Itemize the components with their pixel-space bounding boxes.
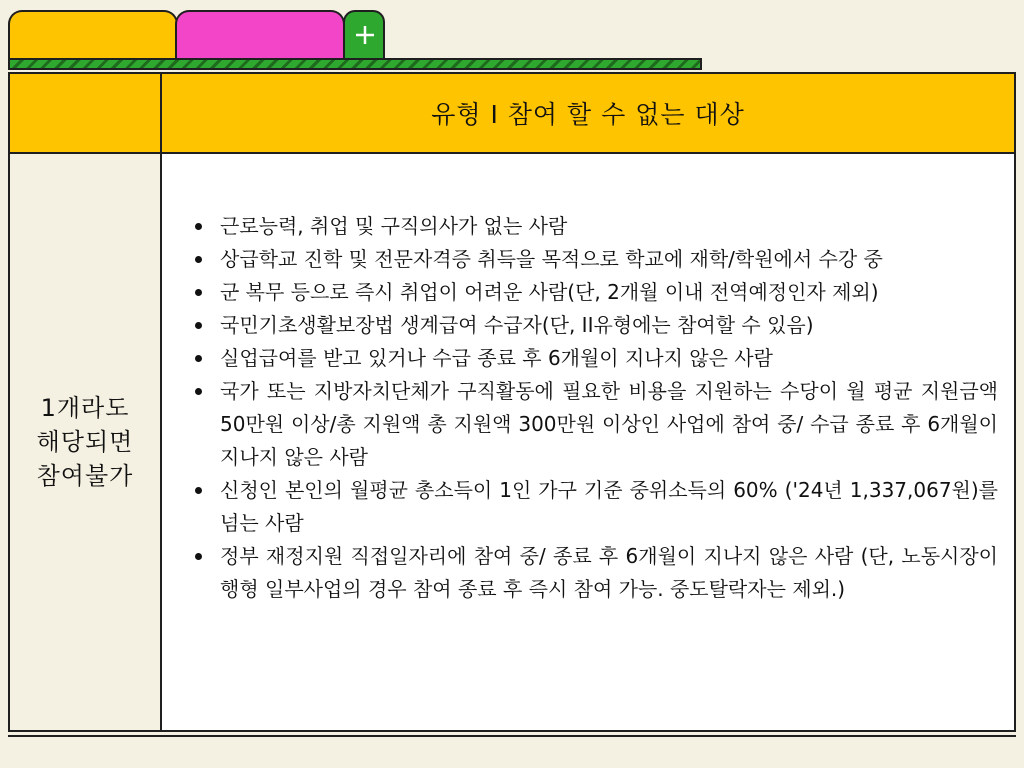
list-item: 근로능력, 취업 및 구직의사가 없는 사람 (220, 210, 998, 243)
criteria-table (8, 72, 1016, 732)
list-item: 군 복무 등으로 즉시 취업이 어려운 사람(단, 2개월 이내 전역예정인자 제외) (220, 276, 998, 309)
content-cell (162, 154, 1014, 730)
list-item: 상급학교 진학 및 전문자격증 취득을 목적으로 학교에 재학/학원에서 수강 중 (220, 243, 998, 276)
add-tab-button[interactable] (343, 10, 385, 60)
plus-icon (353, 23, 377, 47)
list-item: 국민기초생활보장법 생계급여 수급자(단, II유형에는 참여할 수 있음) (220, 309, 998, 342)
list-item: 실업급여를 받고 있거나 수급 종료 후 6개월이 지나지 않은 사람 (220, 342, 998, 375)
bottom-divider (8, 735, 1016, 737)
list-item: 국가 또는 지방자치단체가 구직활동에 필요한 비용을 지원하는 수당이 월 평균 지원금액 50만원 이상/총 지원액 총 지원액 300만원 이상인 사업에 참여 중/ 수급 종료 후 6개월이 지나지 않은 사람 (220, 375, 998, 474)
header-empty-cell (10, 74, 162, 154)
list-item: 정부 재정지원 직접일자리에 참여 중/ 종료 후 6개월이 지나지 않은 사람 (단, 노동시장이행형 일부사업의 경우 참여 종료 후 즉시 참여 가능. 중도탈락자는 제외.) (220, 540, 998, 606)
tab-yellow[interactable] (8, 10, 178, 62)
table-header-row (10, 74, 1014, 154)
side-label-cell (10, 154, 162, 730)
list-item: 신청인 본인의 월평균 총소득이 1인 가구 기준 중위소득의 60% ('24년 1,337,067원)를 넘는 사람 (220, 474, 998, 540)
decorative-stripe (8, 58, 702, 70)
exclusion-list (186, 210, 998, 606)
side-label: 1개라도 해당되면 참여불가 (36, 394, 134, 490)
tab-pink[interactable] (175, 10, 345, 62)
table-title: 유형 I 참여 할 수 없는 대상 (431, 100, 745, 129)
